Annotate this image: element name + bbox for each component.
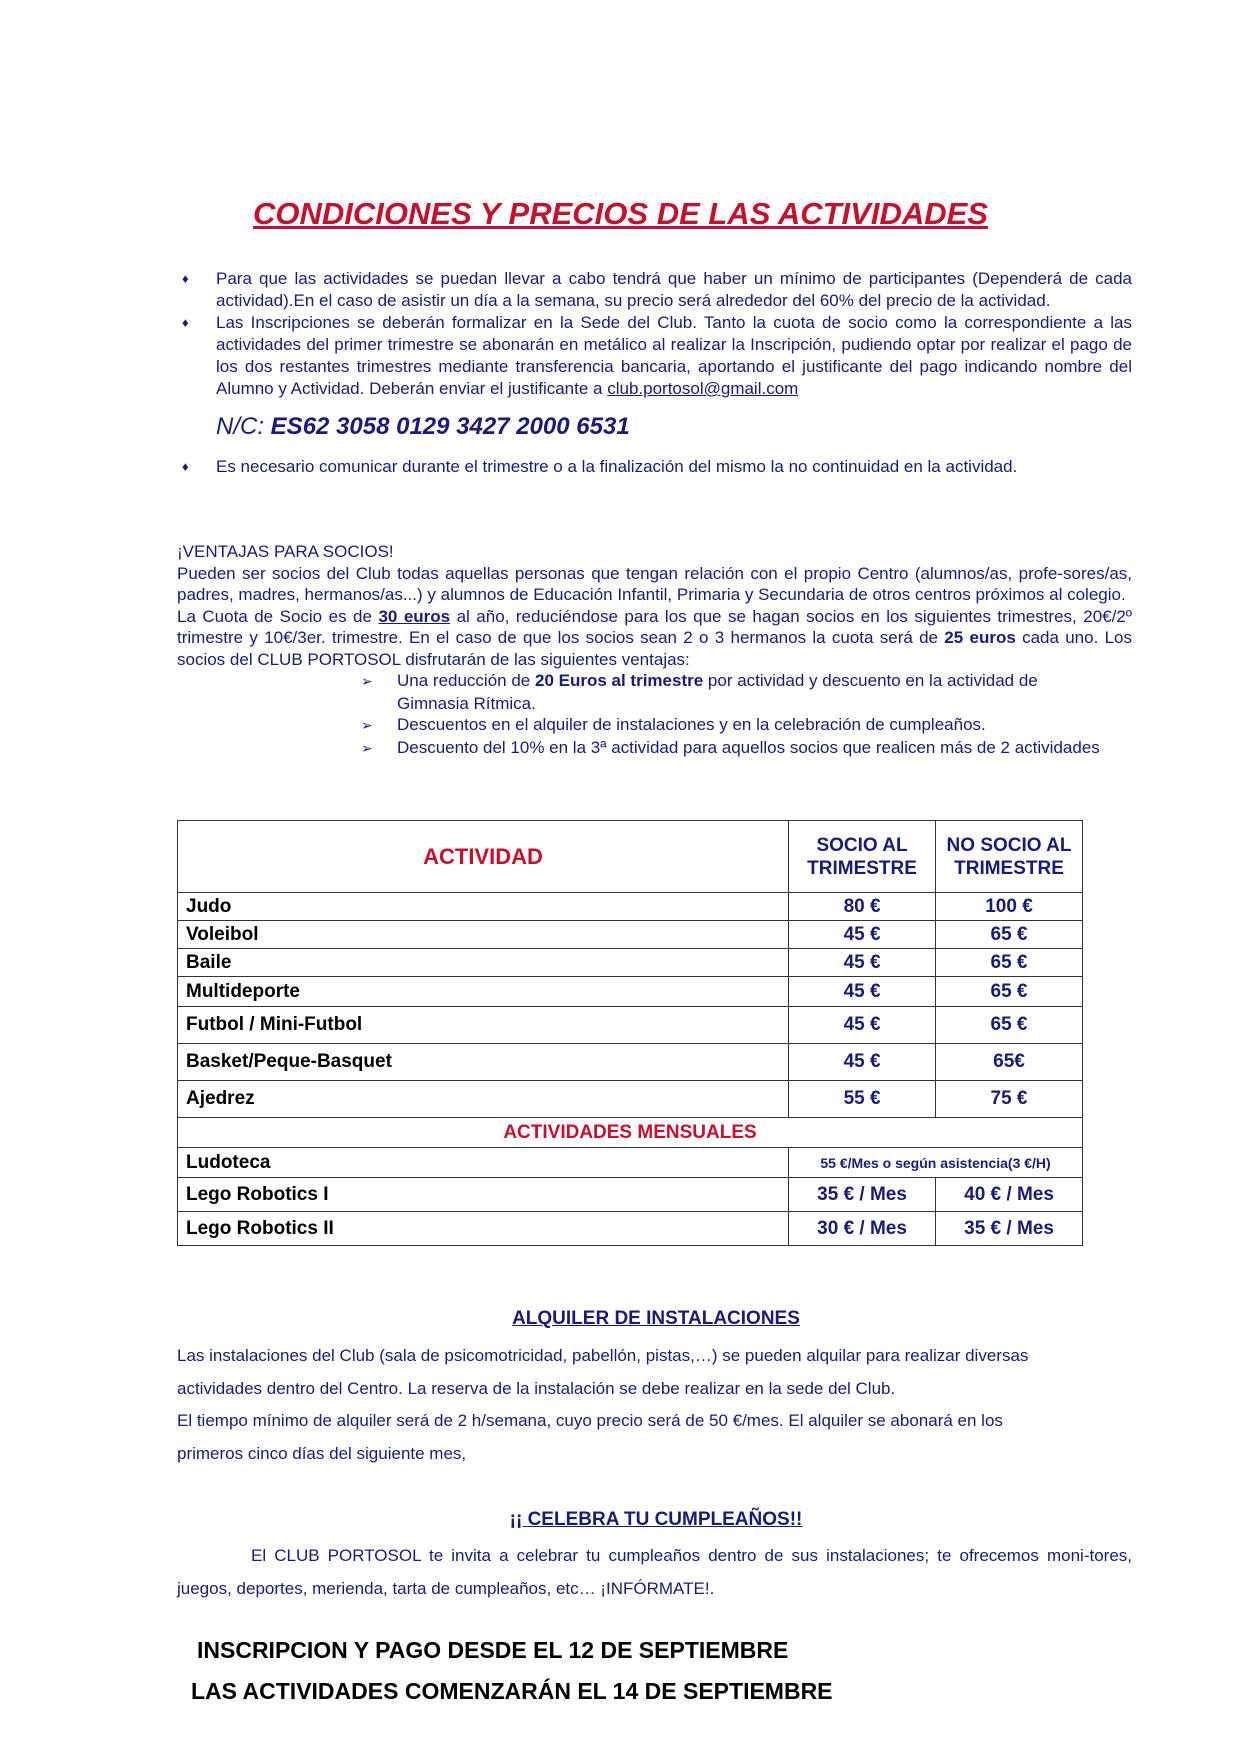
diamond-bullet-icon: ♦: [182, 315, 189, 330]
table-row: Basket/Peque-Basquet 45 € 65€: [178, 1044, 1083, 1081]
account-number: [182, 412, 1132, 442]
cuota-paragraph: La Cuota de Socio es de 30 euros al año, reduciéndose para los que se hagan socios en los siguientes trimestres, 20€/2º trimestre y 10€/3er. trimestre. En el caso de que los socios sean 2 o 3 hermanos la cuota será de 25 euros cada uno. Los socios del CLUB PORTOSOL disfrutarán de las siguientes ventajas:: [177, 606, 1133, 669]
table-row: Multideporte 45 € 65 €: [178, 977, 1083, 1007]
diamond-bullet-icon: ♦: [182, 271, 189, 286]
table-row: Lego Robotics II 30 € / Mes 35 € / Mes: [178, 1212, 1083, 1246]
table-row: Baile 45 € 65 €: [178, 949, 1083, 977]
table-row: Ludoteca 55 €/Mes o según asistencia(3 €/H): [178, 1148, 1083, 1178]
ventajas-section: [177, 541, 1132, 759]
ventaja-item: ➢ Descuento del 10% en la 3ª actividad para aquellos socios que realicen más de 2 actividades: [361, 737, 1102, 760]
alquiler-line: actividades dentro del Centro. La reserva de la instalación se debe realizar en la sede del Club.: [177, 1378, 896, 1398]
ventajas-paragraph: Pueden ser socios del Club todas aquellas personas que tengan relación con el propio Centro (alumnos/as, profe-sores/as, padres, madres, hermanos/as...) y alumnos de Educación Infantil, Primaria y Secundaria de otros centros próximos al colegio.: [177, 563, 1132, 604]
ventaja-item: ➢ Una reducción de 20 Euros al trimestre por actividad y descuento en la actividad de Gimnasia Rítmica.: [361, 671, 1038, 713]
inscription-date: INSCRIPCION Y PAGO DESDE EL 12 DE SEPTIEMBRE: [197, 1637, 789, 1663]
ventajas-heading: ¡VENTAJAS PARA SOCIOS!: [177, 542, 394, 561]
mensuales-row: ACTIVIDADES MENSUALES: [178, 1118, 1083, 1148]
condition-text: Para que las actividades se puedan llevar a cabo tendrá que haber un mínimo de participantes (Dependerá de cada actividad).En el caso de asistir un día a la semana, su precio será alrededor del 60% del precio de la actividad.: [216, 269, 1132, 310]
page-title: CONDICIONES Y PRECIOS DE LAS ACTIVIDADES: [253, 196, 988, 231]
table-row: Voleibol 45 € 65 €: [178, 921, 1083, 949]
header-no-socio: NO SOCIO AL TRIMESTRE: [936, 821, 1083, 893]
condition-item: [182, 312, 1132, 400]
arrow-bullet-icon: ➢: [361, 717, 373, 733]
condition-text: Es necesario comunicar durante el trimestre o a la finalización del mismo la no continuidad en la actividad.: [216, 457, 1018, 476]
header-actividad: ACTIVIDAD: [178, 821, 789, 893]
email-link[interactable]: club.portosol@gmail.com: [607, 379, 799, 398]
alquiler-section: [177, 1340, 1132, 1470]
condition-text: Las Inscripciones se deberán formalizar en la Sede del Club. Tanto la cuota de socio como la correspondiente a las actividades del primer trimestre se abonarán en metálico al realizar la Inscripción, pudiendo optar por realizar el pago de los dos restantes trimestres mediante transferencia bancaria, aportando el justificante del pago indicando nombre del Alumno y Actividad. Deberán enviar el justificante a: [216, 313, 1132, 398]
iban: ES62 3058 0129 3427 2000 6531: [270, 413, 630, 440]
arrow-bullet-icon: ➢: [361, 673, 373, 689]
cumple-section: [177, 1540, 1132, 1605]
table-row: Futbol / Mini-Futbol 45 € 65 €: [178, 1007, 1083, 1044]
alquiler-line: Las instalaciones del Club (sala de psicomotricidad, pabellón, pistas,…) se pueden alquilar para realizar diversas: [177, 1346, 1029, 1365]
alquiler-heading: ALQUILER DE INSTALACIONES: [512, 1308, 800, 1329]
arrow-bullet-icon: ➢: [361, 739, 373, 756]
cumple-text: El CLUB PORTOSOL te invita a celebrar tu cumpleaños dentro de sus instalaciones; te ofrecemos moni-tores, juegos, deportes, merienda, tarta de cumpleaños, etc… ¡INFÓRMATE!.: [177, 1546, 1132, 1598]
table-row: Judo 80 € 100 €: [178, 893, 1083, 921]
table-row: Ajedrez 55 € 75 €: [178, 1081, 1083, 1118]
ventaja-item: ➢ Descuentos en el alquiler de instalaciones y en la celebración de cumpleaños.: [361, 714, 1102, 737]
ventajas-list: [177, 670, 1132, 759]
start-date: LAS ACTIVIDADES COMENZARÁN EL 14 DE SEPTIEMBRE: [191, 1678, 833, 1704]
price-table: [177, 820, 1083, 1246]
table-row: Lego Robotics I 35 € / Mes 40 € / Mes: [178, 1178, 1083, 1212]
account-label: N/C:: [216, 413, 264, 440]
conditions-list: [182, 268, 1132, 478]
diamond-bullet-icon: ♦: [182, 459, 189, 474]
header-socio: SOCIO AL TRIMESTRE: [789, 821, 936, 893]
cumple-heading: ¡¡ CELEBRA TU CUMPLEAÑOS!!: [509, 1509, 803, 1530]
condition-item: [182, 456, 1132, 478]
alquiler-line: primeros cinco días del siguiente mes,: [177, 1443, 467, 1463]
condition-item: [182, 268, 1132, 312]
table-header-row: [178, 821, 1083, 893]
alquiler-line: El tiempo mínimo de alquiler será de 2 h/semana, cuyo precio será de 50 €/mes. El alquiler se abonará en los: [177, 1411, 1003, 1430]
